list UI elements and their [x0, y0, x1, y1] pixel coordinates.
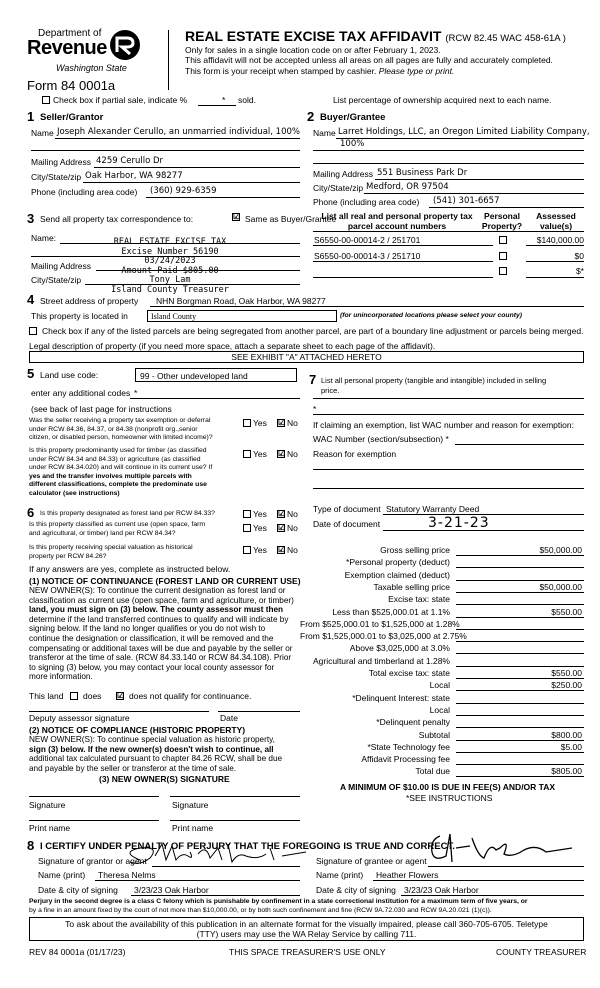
section-4-number: 4 [27, 292, 35, 307]
calc-label: From $525,000.01 to $1,525,000 at 1.28% [300, 618, 460, 629]
seller-name[interactable]: Joseph Alexander Cerullo, an unmarried individual, 100% [57, 127, 300, 137]
legal-description-value: SEE EXHIBIT "A" ATTACHED HERETO [231, 352, 382, 362]
section-6-number: 6 [27, 505, 35, 520]
certify-title: I CERTIFY UNDER PENALTY OF PERJURY THAT THE FOREGOING IS TRUE AND CORRECT. [40, 841, 455, 852]
partial-sale-checkbox[interactable] [42, 96, 50, 104]
calc-label: Less than $525,000.01 at 1.1% [332, 606, 450, 617]
additional-codes-label: enter any additional codes [31, 388, 131, 398]
seller-name-label: Name [31, 128, 54, 138]
s6-question-1: Is this property designated as forest land per RCW 84.33? [40, 510, 215, 517]
grantee-sig-label: Signature of grantee or agent [316, 856, 427, 866]
header-line-2: This affidavit will not be accepted unless all areas on all pages are fully and accurately completed. [185, 55, 553, 65]
calc-label: Exemption claimed (deduct) [344, 569, 450, 580]
notice-compliance-text: NEW OWNER(S): To continue special valuation as historic property, sign (3) below. If the new owner(s) doesn't wish to continue, all additional tax calculated pursuant to chapter 84.26 RCW, shall be due and payable by the seller or transferor at the time of sale. [29, 735, 283, 773]
parcel-3-value[interactable]: $* [575, 266, 584, 276]
q2-yes-checkbox[interactable] [243, 450, 251, 458]
owner-sig-2-label: Signature [172, 800, 209, 810]
s6q3-yes-checkbox[interactable] [243, 546, 251, 554]
same-as-buyer-label: Same as Buyer/Grantee [245, 214, 337, 224]
parcel-2-value[interactable]: $0 [574, 251, 584, 261]
seller-mail[interactable]: 4259 Cerullo Dr [96, 156, 164, 166]
calc-label: From $1,525,000.01 to $3,025,000 at 2.75% [300, 631, 467, 642]
calc-label: Total due [415, 766, 450, 777]
parcel-header-2: Personal Property? [481, 211, 523, 231]
buyer-name[interactable]: Larret Holdings, LLC, an Oregon Limited Liability Company, [338, 127, 590, 137]
seller-phone-label: Phone (including area code) [31, 187, 138, 197]
location-label: This property is located in [31, 311, 128, 321]
notice-continuance-title: (1) NOTICE OF CONTINUANCE (FOREST LAND OR CURRENT USE) [29, 576, 301, 586]
q1-yes-checkbox[interactable] [243, 419, 251, 427]
doc-type-value[interactable]: Statutory Warranty Deed [386, 504, 480, 514]
calc-label: Above $3,025,000 at 3.0% [349, 643, 450, 654]
deputy-date-label: Date [220, 713, 238, 723]
stamp-line-5: Tony Lam [149, 275, 191, 285]
additional-codes-value[interactable]: * [134, 388, 138, 398]
buyer-phone[interactable]: (541) 301-6657 [433, 196, 500, 206]
calc-label: *Delinquent penalty [376, 717, 450, 728]
footer-county-treasurer: COUNTY TREASURER [496, 947, 587, 957]
see-instructions: *SEE INSTRUCTIONS [406, 793, 493, 803]
land-use-select[interactable]: 99 - Other undeveloped land [135, 368, 297, 382]
washington-state: Washington State [56, 63, 127, 73]
calc-value[interactable]: $5.00 [560, 741, 582, 752]
seller-csz-label: City/State/zip [31, 172, 82, 182]
county-select[interactable]: Island County [147, 310, 337, 322]
exemption-label: If claiming an exemption, list WAC number and reason for exemption: [313, 420, 574, 430]
personal-property-value[interactable]: * [313, 404, 317, 414]
partial-sale-pct[interactable]: * [222, 95, 226, 105]
grantor-sig-label: Signature of grantor or agent [38, 856, 147, 866]
street-label: Street address of property [40, 296, 139, 306]
minimum-due: A MINIMUM OF $10.00 IS DUE IN FEE(S) AND/OR TAX [340, 782, 556, 792]
legal-desc-label: Legal description of property (if you need more space, attach a separate sheet to each page of the affidavit). [29, 341, 436, 351]
see-back-label: (see back of last page for instructions [31, 404, 172, 414]
s6q1-yes-label: Yes [253, 509, 267, 519]
notice-continuance-text: NEW OWNER(S): To continue the current designation as forest land or classification as current use (open space, farm and agriculture, or timber) land, you must sign on (3) below. The county assessor must then determine if the land transferred continues to qualify and will indicate by signing below. If the land no longer qualifies or you do not wish to continue the designation or classification, it will be removed and the compensating or additional taxes will be due and payable by the seller or transferor at the time of sale. (RCW 84.33.140 or RCW 84.34.108). Prior to signing (3) below, you may contact your local county assessor for more information. [29, 586, 294, 682]
seller-csz[interactable]: Oak Harbor, WA 98277 [85, 171, 183, 181]
this-land-label: This land [29, 691, 64, 701]
q1-no-label: No [287, 418, 298, 428]
land-use-label: Land use code: [40, 370, 99, 380]
calc-value[interactable]: $550.00 [551, 606, 582, 617]
grantor-date[interactable]: 3/23/23 Oak Harbor [134, 885, 209, 895]
q1-no-checkbox[interactable]: ☑ [278, 418, 286, 427]
calc-value[interactable]: $800.00 [551, 729, 582, 740]
buyer-title: Buyer/Grantee [320, 112, 386, 123]
owner-sig-1-label: Signature [29, 800, 66, 810]
wac-label: WAC Number (section/subsection) * [313, 434, 449, 444]
doc-date-label: Date of document [313, 519, 381, 529]
calc-label: Local [429, 680, 450, 691]
treasurer-stamp [100, 238, 240, 295]
owner-print-2-label: Print name [172, 823, 214, 833]
buyer-name-pct[interactable]: 100% [340, 139, 365, 149]
calc-label: Affidavit Processing fee [361, 754, 450, 765]
dept-of: Department of [38, 28, 102, 39]
calc-label: *State Technology fee [367, 741, 450, 752]
section-7-number: 7 [309, 372, 317, 387]
corr-mail-label: Mailing Address [31, 261, 92, 271]
correspondence-label: Send all property tax correspondence to: [40, 214, 194, 224]
corr-csz-label: City/State/zip [31, 275, 82, 285]
section-8-number: 8 [27, 838, 35, 853]
segregated-label: Check box if any of the listed parcels are being segregated from another parcel, are part of a boundary line adjustment or parcels being merged. [42, 326, 584, 336]
buyer-mail[interactable]: 551 Business Park Dr [377, 168, 468, 178]
buyer-phone-label: Phone (including area code) [313, 197, 420, 207]
partial-sale-sold: sold. [238, 95, 256, 105]
new-owner-signature-title: (3) NEW OWNER(S) SIGNATURE [99, 774, 230, 784]
s6-question-3: Is this property receiving special valuation as historical property per RCW 84.26? [29, 544, 193, 560]
revenue-logo-icon [108, 28, 142, 62]
grantee-signature[interactable] [400, 828, 580, 870]
footer-rev: REV 84 0001a (01/17/23) [29, 947, 126, 957]
question-timber: Is this property predominantly used for timber (as classified under RCW 84.34 and 84.33) or agriculture (as classified under RCW 84.34.020) and will continue in its current use? If yes and the transfer involves multiple parcels with different classifications, complete the predominate use calculator (see instructions) [29, 447, 213, 497]
grantee-name-label: Name (print) [316, 870, 364, 880]
parcel-1-value[interactable]: $140,000.00 [536, 235, 584, 245]
stamp-line-3: 03/24/2023 [144, 256, 196, 266]
header-line-1: Only for sales in a single location code on or after February 1, 2023. [185, 45, 441, 55]
parcel-3-personal-checkbox[interactable] [499, 267, 507, 275]
reason-label: Reason for exemption [313, 449, 397, 459]
section-5-number: 5 [27, 366, 35, 381]
parcel-header-3: Assessed value(s) [536, 211, 576, 231]
question-exemption: Was the seller receiving a property tax exemption or deferral under RCW 84.36, 84.37, or 84.38 (nonprofit org.,senior citizen, or disabled person, homeowner with limited income)? [29, 417, 213, 441]
land-does-not-label: does not qualify for continuance. [129, 691, 252, 701]
calc-value[interactable]: $550.00 [551, 668, 582, 678]
calc-label: Total excise tax: state [368, 668, 450, 678]
seller-mail-label: Mailing Address [31, 157, 92, 167]
s6q3-yes-label: Yes [253, 545, 267, 555]
notice-compliance-title: (2) NOTICE OF COMPLIANCE (HISTORIC PROPERTY) [29, 725, 246, 735]
calc-value[interactable]: $50,000.00 [539, 545, 582, 555]
parcel-1-personal-checkbox[interactable] [499, 236, 507, 244]
s6q2-yes-label: Yes [253, 523, 267, 533]
partial-sale-label: Check box if partial sale, indicate % [53, 95, 188, 105]
list-percentage-note: List percentage of ownership acquired next to each name. [333, 95, 552, 105]
personal-property-label: List all personal property (tangible and intangible) included in selling price. [321, 376, 547, 395]
s6q1-no-checkbox[interactable]: ☑ [278, 509, 286, 518]
deputy-signature-label: Deputy assessor signature [29, 713, 130, 723]
header-line-3: This form is your receipt when stamped by cashier. Please type or print. [185, 66, 455, 76]
form-number: Form 84 0001a [27, 78, 116, 93]
stamp-line-1: REAL ESTATE EXCISE TAX [113, 237, 227, 247]
q2-yes-label: Yes [253, 449, 267, 459]
owner-print-1-label: Print name [29, 823, 71, 833]
calc-value[interactable]: $805.00 [551, 766, 582, 777]
form-title: REAL ESTATE EXCISE TAX AFFIDAVIT (RCW 82.45 WAC 458-61A ) [185, 28, 566, 44]
calc-label: Taxable selling price [373, 581, 450, 592]
stamp-line-6: Island County Treasurer [111, 284, 229, 295]
buyer-csz-label: City/State/zip [313, 183, 364, 193]
parcel-header-1: List all real and personal property tax parcel account numbers [321, 211, 473, 231]
street-value[interactable]: NHN Borgman Road, Oak Harbor, WA 98277 [156, 296, 326, 306]
s6q2-no-label: No [287, 523, 298, 533]
section-2-number: 2 [307, 109, 315, 124]
grantee-date-label: Date & city of signing [316, 885, 396, 895]
doc-type-label: Type of document [313, 504, 381, 514]
grantor-date-label: Date & city of signing [38, 885, 118, 895]
grantor-name[interactable]: Theresa Nelms [98, 870, 156, 880]
calc-label: *Delinquent Interest: state [352, 692, 450, 703]
s6q2-no-checkbox[interactable]: ☑ [278, 523, 286, 532]
buyer-name-label: Name [313, 128, 336, 138]
seller-title: Seller/Grantor [40, 112, 104, 123]
parcel-2-personal-checkbox[interactable] [499, 252, 507, 260]
grantee-name[interactable]: Heather Flowers [376, 870, 439, 880]
segregated-checkbox[interactable] [29, 327, 37, 335]
calc-label: Agricultural and timberland at 1.28% [312, 655, 450, 666]
header-divider [168, 30, 169, 90]
calc-value[interactable]: $250.00 [551, 680, 582, 691]
section-3-number: 3 [27, 211, 35, 226]
buyer-csz[interactable]: Medford, OR 97504 [366, 182, 449, 192]
stamp-line-4: Amount Paid $805.00 [121, 265, 219, 276]
unincorporated-note: (for unincorporated locations please select your county) [340, 312, 523, 319]
q2-no-label: No [287, 449, 298, 459]
calc-label: Gross selling price [380, 545, 450, 555]
doc-date-value[interactable]: 3-21-23 [428, 515, 490, 531]
revenue-logo-text: Revenue [27, 37, 107, 59]
land-does-label: does [83, 691, 102, 701]
q1-yes-label: Yes [253, 418, 267, 428]
seller-phone[interactable]: (360) 929-6359 [150, 186, 217, 196]
perjury-notice: Perjury in the second degree is a class C felony which is punishable by confinement in a state correctional institution for a maximum term of five years, or by a fine in an amount fixed by the court of not more than $10,000.00, or by both such confinement and fine (RCW 9A.72.030 and RCW 9A.20.021 (1)(c)). [29, 898, 528, 914]
grantor-name-label: Name (print) [38, 870, 86, 880]
calc-label: Subtotal [418, 729, 450, 740]
calc-value[interactable]: $50,000.00 [539, 581, 582, 592]
if-any-yes: If any answers are yes, complete as instructed below. [29, 564, 231, 574]
calc-label: Local [429, 704, 450, 715]
s6q1-no-label: No [287, 509, 298, 519]
q2-no-checkbox[interactable]: ☑ [278, 449, 286, 458]
s6q3-no-checkbox[interactable]: ☑ [278, 545, 286, 554]
stamp-line-2: Excise Number 56190 [121, 246, 219, 257]
s6-question-2: Is this property classified as current use (open space, farm and agricultural, or timber) land per RCW 84.34? [29, 521, 206, 537]
grantor-signature[interactable] [110, 834, 310, 870]
ada-notice: To ask about the availability of this publication in an alternate format for the visually impaired, please call 360-705-6705. Teletype (TTY) users may use the WA Relay Service by calling 711. [65, 919, 548, 939]
footer-treasurer-use: THIS SPACE TREASURER'S USE ONLY [229, 947, 386, 957]
grantee-date[interactable]: 3/23/23 Oak Harbor [404, 885, 479, 895]
s6q1-yes-checkbox[interactable] [243, 510, 251, 518]
buyer-mail-label: Mailing Address [313, 169, 374, 179]
s6q2-yes-checkbox[interactable] [243, 524, 251, 532]
section-1-number: 1 [27, 109, 35, 124]
s6q3-no-label: No [287, 545, 298, 555]
parcel-row-2[interactable]: S6550-00-00014-3 / 251710 [314, 251, 421, 261]
calc-label: Excise tax: state [388, 594, 450, 605]
parcel-row-1[interactable]: S6550-00-00014-2 / 251701 [314, 235, 421, 245]
calc-label: *Personal property (deduct) [346, 557, 450, 568]
corr-name-label: Name: [31, 233, 57, 243]
land-does-not-checkbox[interactable]: ☑ [117, 691, 125, 700]
land-does-checkbox[interactable] [70, 692, 78, 700]
same-as-buyer-checkbox[interactable]: ☑ [233, 212, 241, 221]
